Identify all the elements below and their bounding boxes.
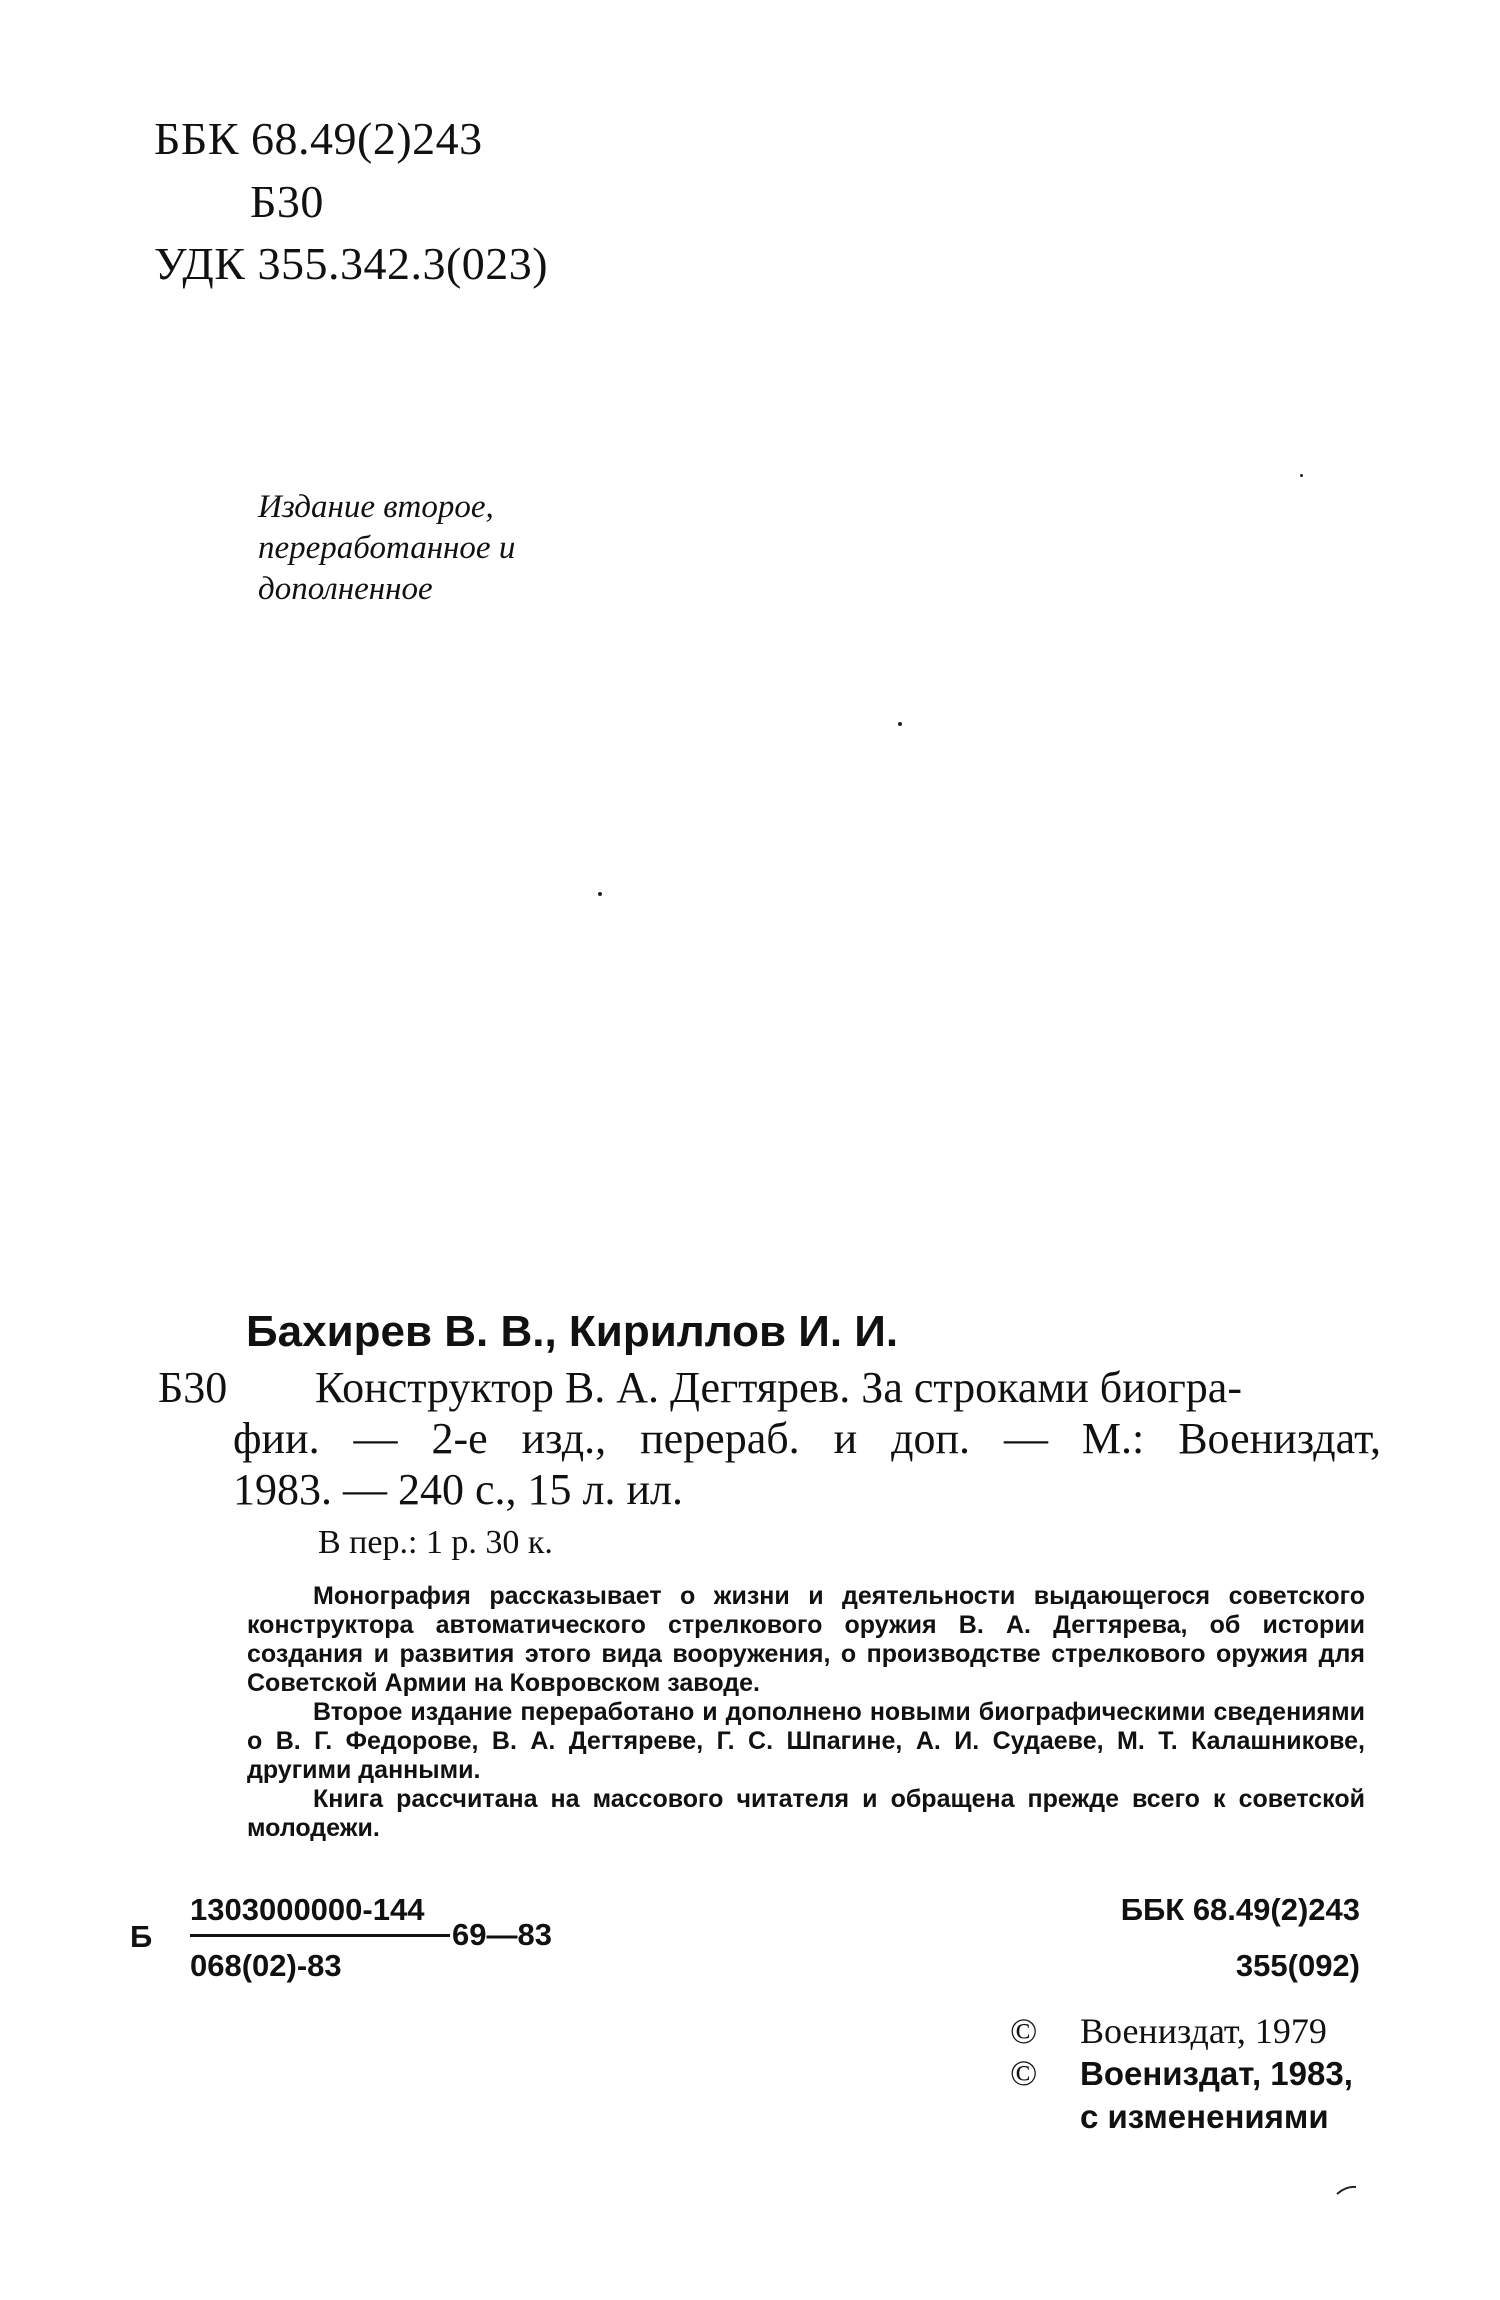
title-block [233, 1362, 1381, 1515]
author-mark: Б30 [250, 176, 324, 227]
copyright-icon: © [1010, 2011, 1038, 2051]
fraction-line [190, 1934, 450, 1937]
code-numerator: 1303000000-144 [190, 1892, 425, 1927]
index-letter: Б [130, 1919, 153, 1954]
annotation-paragraph: Книга рассчитана на массового читателя и обращена прежде всего к советской молодежи. [247, 1785, 1365, 1842]
edition-line: дополненное [258, 571, 433, 607]
code-denominator: 068(02)-83 [190, 1948, 342, 1983]
edition-note [258, 487, 515, 610]
price: В пер.: 1 р. 30 к. [318, 1524, 553, 1561]
annotation [247, 1582, 1365, 1843]
annotation-paragraph: Монография рассказывает о жизни и деятельности выдающегося советского конструктора автоматического стрелкового оружия В. А. Дегтярева, об истории создания и развития этого вида вооружения, о производстве стрелкового оружия для Советской Армии на Ковровском заводе. [247, 1582, 1365, 1697]
code-suffix: 69—83 [452, 1917, 552, 1952]
copyright-text: с изменениями [1080, 2098, 1329, 2135]
copyright-line [1010, 2052, 1353, 2095]
copyright-block [1010, 2010, 1353, 2138]
title-line: фии. — 2-е изд., перераб. и доп. — М.: Воениздат, [233, 1414, 1381, 1463]
edition-line: Издание второе, [258, 489, 494, 525]
copyright-icon: © [1010, 2053, 1038, 2093]
bbk-right: ББК 68.49(2)243 [1120, 1892, 1360, 1927]
copyright-line [1010, 2095, 1353, 2138]
book-index: Б30 [158, 1363, 228, 1412]
copyright-line [1010, 2010, 1353, 2052]
authors: Бахирев В. В., Кириллов И. И. [246, 1307, 899, 1356]
edition-line: переработанное и [258, 530, 516, 566]
copyright-text: Воениздат, 1983, [1080, 2055, 1353, 2092]
udk-classification: УДК 355.342.3(023) [154, 238, 549, 289]
page-speck [598, 892, 602, 896]
page-mark [1336, 2184, 1358, 2196]
copyright-text: Воениздат, 1979 [1080, 2011, 1327, 2051]
title-line: 1983. — 240 с., 15 л. ил. [233, 1465, 683, 1514]
bbk-classification: ББК 68.49(2)243 [154, 113, 483, 164]
page-speck [1300, 474, 1303, 477]
annotation-paragraph: Второе издание переработано и дополнено новыми биографическими сведениями о В. Г. Федорове, В. А. Дегтяреве, Г. С. Шпагине, А. И. Судаеве, М. Т. Калашникове, другими данными. [247, 1698, 1365, 1784]
code-right: 355(092) [1235, 1948, 1360, 1983]
title-line: Конструктор В. А. Дегтярев. За строками биогра- [315, 1363, 1242, 1412]
page-speck [898, 722, 902, 726]
